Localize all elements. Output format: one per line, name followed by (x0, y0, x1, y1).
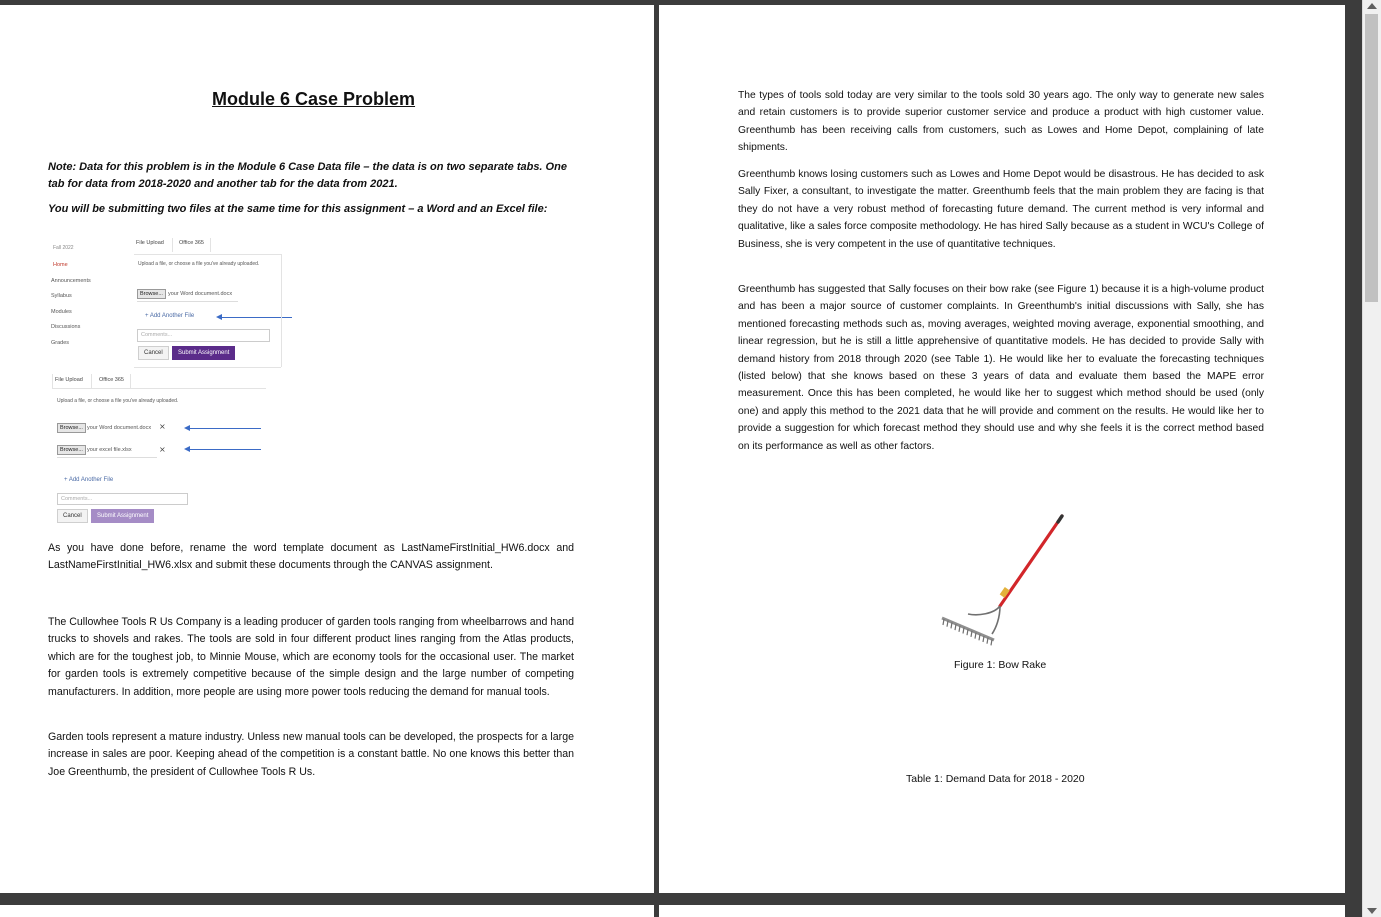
shot1-comments: Comments... (137, 329, 270, 342)
shot2-browse-button-1: Browse... (57, 423, 86, 433)
shot2-file-1: your Word document.docx (87, 425, 152, 431)
rake-handle (1000, 516, 1062, 606)
bow-rake-paragraph: Greenthumb has suggested that Sally focuses on their bow rake (see Figure 1) because it is a high-volume product and has been a major source of customer complaints. In Greenthumb's initial discussions with Sally, she has mentioned forecasting methods such as, moving averages, weighted moving average, exponential smoothing, and linear regression, but he is still a little apprehensive of quantitative models. He has decided to provide Sally with demand history from 2018 through 2020 (see Table 1). He would like her to evaluate the forecasting techniques (listed below) that she knows based on these 3 years of data and evaluate them based the MAPE error measurement. Once this has been completed, he would like her to suggest which method should be used (only one) and apply this method to the 2021 data that he will provide and comment on the results. He would like her to provide a suggestion for which forecast method they should use and why she feels it is the correct method based on its performance as well as other factors. (738, 284, 1264, 452)
shot2-tab-file-upload: File Upload (55, 377, 83, 383)
next-page-right-edge (659, 905, 1345, 917)
rake-handle-grip (1058, 516, 1062, 522)
consultant-paragraph: Greenthumb knows losing customers such as Lowes and Home Depot would be disastrous. He has decided to ask Sally Fixer, a consultant, to investigate the matter. Greenthumb feels that the main problem they are facing is that they do not have a very robust method of forecasting future demand. The current method is very informal and qualitative, like a sales force composite methodology. He has hired Sally because as a student in WCU's College of Business, she is very competent in the use of quantitative techniques. (738, 169, 1264, 250)
canvas-nav-home: Home (53, 262, 68, 268)
remove-file-1-icon: × (159, 422, 166, 431)
shot1-submit-button: Submit Assignment (172, 346, 235, 360)
canvas-nav-discussions: Discussions (51, 324, 81, 330)
table-caption: Table 1: Demand Data for 2018 - 2020 (906, 773, 1085, 785)
shot2-browse-button-2: Browse... (57, 445, 86, 455)
submit-note: You will be submitting two files at the same time for this assignment – a Word and an Excel file: (48, 203, 548, 215)
shot1-cancel-button: Cancel (138, 346, 169, 360)
rename-paragraph: As you have done before, rename the word template document as LastNameFirstInitial_HW6.docx and LastNameFirstInitial_HW6.xlsx and submit these documents through the CANVAS assignment. (48, 542, 574, 572)
scrollbar-thumb[interactable] (1365, 14, 1378, 302)
shot1-tab-office365: Office 365 (179, 240, 204, 246)
rake-bow (968, 606, 1000, 615)
company-paragraph: The Cullowhee Tools R Us Company is a leading producer of garden tools ranging from wheelbarrows and hand trucks to shovels and rakes. The tools are sold in four different product lines ranging from the Atlas products, which are for the toughest job, to Minnie Mouse, which are economy tools for the occasional user. The market for garden tools is extremely competitive because of the simple design and the large number of competing manufacturers. In addition, more people are using more power tools reducing the demand for manual tools. (48, 616, 574, 698)
vertical-scrollbar[interactable] (1362, 0, 1381, 917)
scroll-down-icon[interactable] (1367, 908, 1377, 914)
shot2-add-file: + Add Another File (64, 477, 114, 483)
document-page-left (0, 5, 654, 893)
page-gap (0, 893, 1362, 905)
shot1-tab-file-upload: File Upload (136, 240, 164, 246)
shot1-browse-button: Browse... (137, 289, 166, 299)
tools-paragraph: The types of tools sold today are very similar to the tools sold 30 years ago. The only way to generate new sales and retain customers is to provide superior customer service and produce a product with high customer value. Greenthumb has been receiving calls from customers, such as Lowes and Home Depot, complaining of late shipments. (738, 90, 1264, 154)
canvas-nav-modules: Modules (51, 309, 72, 315)
rake-head (942, 618, 994, 640)
canvas-nav-syllabus: Syllabus (51, 293, 72, 299)
shot1-file-name: your Word document.docx (168, 291, 233, 297)
shot1-upload-text: Upload a file, or choose a file you've already uploaded. (138, 261, 260, 267)
canvas-term-label: Fall 2022 (53, 245, 74, 251)
shot2-cancel-button: Cancel (57, 509, 88, 523)
remove-file-2-icon: × (159, 445, 166, 454)
shot1-add-file: + Add Another File (145, 313, 195, 319)
bow-rake-figure (934, 510, 1074, 650)
shot2-upload-text: Upload a file, or choose a file you've already uploaded. (57, 398, 179, 404)
canvas-nav-grades: Grades (51, 340, 70, 346)
page-title: Module 6 Case Problem (212, 89, 416, 109)
industry-paragraph: Garden tools represent a mature industry. Unless new manual tools can be developed, the prospects for a large increase in sales are poor. Keeping ahead of the competition is a constant battle. No one knows this better than Joe Greenthumb, the president of Cullowhee Tools R Us. (48, 731, 574, 778)
document-page-right (659, 5, 1345, 893)
next-page-left-edge (0, 905, 654, 917)
scroll-up-icon[interactable] (1367, 3, 1377, 9)
figure-caption: Figure 1: Bow Rake (954, 659, 1047, 671)
shot2-file-2: your excel file.xlsx (87, 447, 132, 453)
shot2-comments: Comments... (57, 493, 188, 505)
canvas-nav-announcements: Announcements (51, 278, 91, 284)
data-note: Note: Data for this problem is in the Module 6 Case Data file – the data is on two separate tabs. One tab for data from 2018-2020 and another tab for the data from 2021. (48, 161, 567, 190)
shot2-submit-button: Submit Assignment (91, 509, 154, 523)
shot2-tab-office365: Office 365 (99, 377, 124, 383)
